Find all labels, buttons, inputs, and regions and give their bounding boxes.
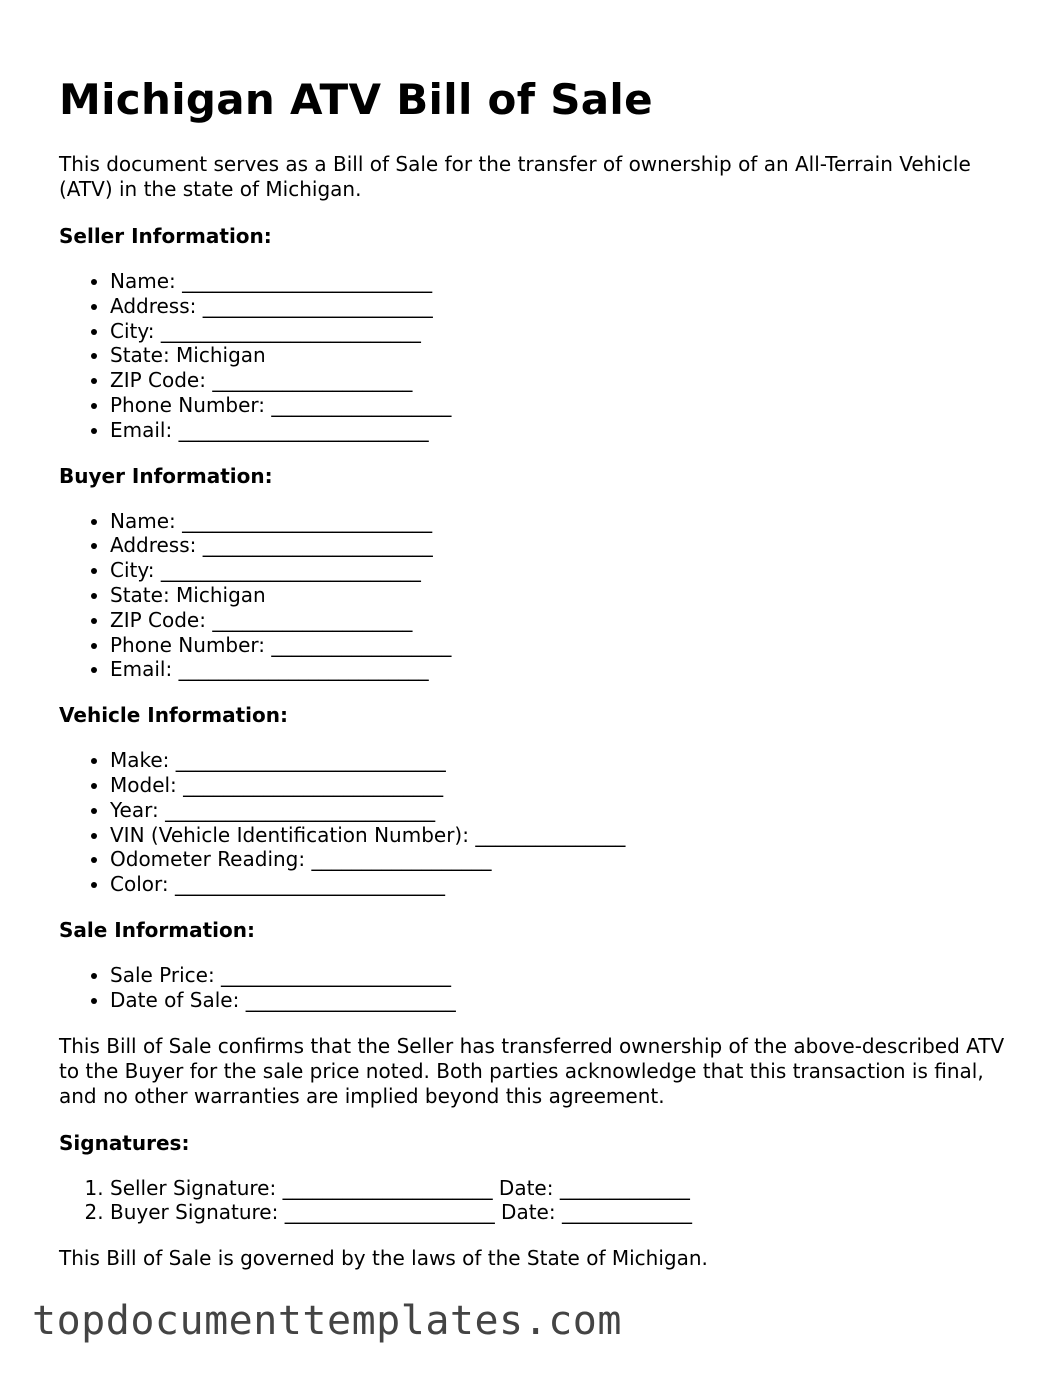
sale-price-field: • Sale Price: _______________________ [110,963,1019,988]
buyer-city-field: • City: __________________________ [110,558,1019,583]
seller-zip-field: • ZIP Code: ____________________ [110,368,1019,393]
sale-heading: Sale Information: [59,917,255,942]
buyer-state-field: • State: Michigan [110,583,1019,608]
buyer-zip-field: • ZIP Code: ____________________ [110,608,1019,633]
vehicle-make-field: • Make: ___________________________ [110,748,1019,773]
vehicle-model-field: • Model: __________________________ [110,773,1019,798]
buyer-email-field: • Email: _________________________ [110,657,1019,682]
vehicle-vin-field: • VIN (Vehicle Identification Number): _______________ [110,823,1019,848]
buyer-list [59,509,1019,683]
seller-city-field: • City: __________________________ [110,319,1019,344]
vehicle-year-field: • Year: ___________________________ [110,798,1019,823]
governing-law-paragraph: This Bill of Sale is governed by the laws of the State of Michigan. [59,1246,708,1271]
buyer-signature-field: 2. Buyer Signature: _____________________ Date: _____________ [110,1200,1019,1225]
buyer-phone-field: • Phone Number: __________________ [110,633,1019,658]
seller-address-field: • Address: _______________________ [110,294,1019,319]
vehicle-list [59,748,1019,897]
seller-signature-field: 1. Seller Signature: _____________________ Date: _____________ [110,1176,1019,1201]
signatures-list [59,1176,1019,1226]
seller-state-field: • State: Michigan [110,343,1019,368]
seller-email-field: • Email: _________________________ [110,418,1019,443]
sale-list [59,963,1019,1013]
seller-phone-field: • Phone Number: __________________ [110,393,1019,418]
vehicle-color-field: • Color: ___________________________ [110,872,1019,897]
buyer-name-field: • Name: _________________________ [110,509,1019,534]
sale-date-field: • Date of Sale: _____________________ [110,988,1019,1013]
document-page [59,72,1019,1293]
signatures-heading: Signatures: [59,1130,190,1155]
vehicle-heading: Vehicle Information: [59,703,288,728]
seller-name-field: • Name: _________________________ [110,269,1019,294]
seller-list [59,269,1019,443]
confirmation-paragraph: This Bill of Sale confirms that the Seller has transferred ownership of the above-described ATV to the Buyer for the sale price noted. Both parties acknowledge that this transaction is final, and no other warranties are implied beyond this agreement. [59,1033,1005,1108]
document-title: Michigan ATV Bill of Sale [59,75,653,124]
buyer-address-field: • Address: _______________________ [110,533,1019,558]
seller-heading: Seller Information: [59,224,272,248]
watermark-text: topdocumenttemplates.com [32,1298,622,1344]
buyer-heading: Buyer Information: [59,463,273,488]
vehicle-odometer-field: • Odometer Reading: __________________ [110,847,1019,872]
intro-paragraph: This document serves as a Bill of Sale for the transfer of ownership of an All-Terrain Vehicle (ATV) in the state of Michigan. [59,152,971,201]
